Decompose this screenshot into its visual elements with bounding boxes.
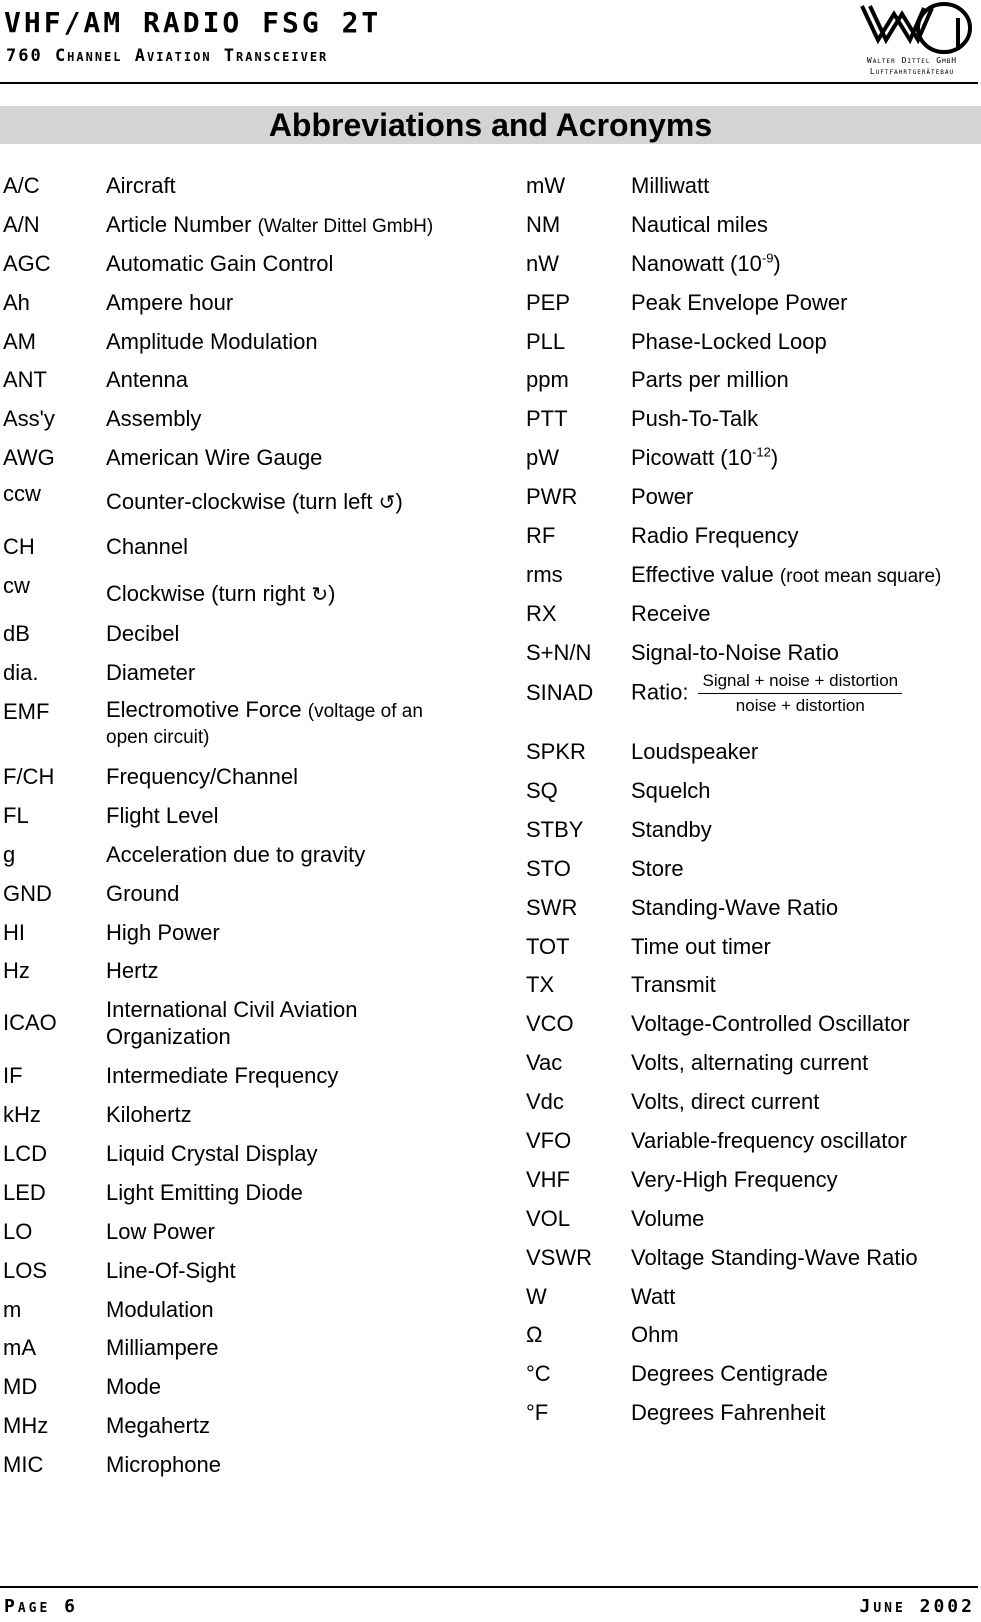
definition: Degrees Centigrade xyxy=(631,1361,828,1386)
definition: Phase-Locked Loop xyxy=(631,329,827,354)
abbreviation: MIC xyxy=(3,1452,44,1477)
document-subtitle: 760 Channel Aviation Transceiver xyxy=(6,46,329,66)
abbreviation: EMF xyxy=(3,699,50,724)
definition: Push-To-Talk xyxy=(631,406,759,431)
abbreviation: Hz xyxy=(3,958,30,983)
definition: Counter-clockwise (turn left ↺) xyxy=(106,489,403,514)
abbreviation: ANT xyxy=(3,367,47,392)
abbreviation: VOL xyxy=(526,1206,571,1231)
abbreviation: SINAD xyxy=(526,680,594,705)
page-number: Page 6 xyxy=(4,1596,78,1617)
abbreviation: mA xyxy=(3,1335,36,1360)
abbreviation: STBY xyxy=(526,817,584,842)
definition: Very-High Frequency xyxy=(631,1167,838,1192)
abbreviation: dia. xyxy=(3,660,39,685)
definition: Channel xyxy=(106,534,188,559)
definition: Flight Level xyxy=(106,803,219,828)
abbreviation: IF xyxy=(3,1063,23,1088)
logo-company-name: Walter Dittel GmbH xyxy=(866,56,958,65)
section-heading: Abbreviations and Acronyms xyxy=(0,106,981,144)
definition: Radio Frequency xyxy=(631,523,799,548)
definition: Electromotive Force (voltage of an open circuit) xyxy=(106,697,423,748)
abbreviation: FL xyxy=(3,803,29,828)
definition: High Power xyxy=(106,920,220,945)
definition: Article Number (Walter Dittel GmbH) xyxy=(106,212,434,237)
definition: Milliwatt xyxy=(631,173,710,198)
abbreviation: Vac xyxy=(526,1050,563,1075)
definition: Acceleration due to gravity xyxy=(106,842,366,867)
abbreviation: SPKR xyxy=(526,739,586,764)
definition: Low Power xyxy=(106,1219,215,1244)
abbreviation: STO xyxy=(526,856,571,881)
abbreviation: PWR xyxy=(526,484,578,509)
abbreviation: AM xyxy=(3,329,36,354)
definition: Peak Envelope Power xyxy=(631,290,848,315)
definition: Store xyxy=(631,856,684,881)
definition: Signal-to-Noise Ratio xyxy=(631,640,839,665)
definition: Standing-Wave Ratio xyxy=(631,895,839,920)
abbreviation: Ah xyxy=(3,290,30,315)
abbreviation: W xyxy=(526,1284,547,1309)
definition: Antenna xyxy=(106,367,188,392)
abbreviation: HI xyxy=(3,920,25,945)
clockwise-icon: ↻ xyxy=(311,584,329,606)
definition: Automatic Gain Control xyxy=(106,251,334,276)
company-logo-icon xyxy=(858,0,976,56)
definition: Receive xyxy=(631,601,711,626)
definition: Transmit xyxy=(631,972,716,997)
definition: Picowatt $(10^{-12})$ xyxy=(631,444,779,470)
abbreviation: Ass'y xyxy=(3,406,55,431)
abbreviation: VHF xyxy=(526,1167,570,1192)
abbreviation: PLL xyxy=(526,329,566,354)
definition: Line-Of-Sight xyxy=(106,1258,236,1283)
definition-note: (Walter Dittel GmbH) xyxy=(257,216,434,237)
abbreviation: VFO xyxy=(526,1128,572,1153)
exponent: -12 xyxy=(752,444,771,460)
definition: Liquid Crystal Display xyxy=(106,1141,318,1166)
abbreviation: VCO xyxy=(526,1011,574,1036)
abbreviation: °F xyxy=(526,1400,549,1425)
definition: American Wire Gauge xyxy=(106,445,323,470)
definition: Volts, direct current xyxy=(631,1089,820,1114)
abbreviation: TOT xyxy=(526,934,570,959)
definition: Decibel xyxy=(106,621,180,646)
definition: Assembly xyxy=(106,406,202,431)
definition: Milliampere xyxy=(106,1335,219,1360)
definition: Parts per million xyxy=(631,367,789,392)
abbreviation: °C xyxy=(526,1361,551,1386)
definition: Ground xyxy=(106,881,180,906)
definition: Power xyxy=(631,484,694,509)
definition: Hertz xyxy=(106,958,159,983)
abbreviation: m xyxy=(3,1297,22,1322)
definition: Light Emitting Diode xyxy=(106,1180,303,1205)
definition: Nautical miles xyxy=(631,212,768,237)
definition: Variable-frequency oscillator xyxy=(631,1128,907,1153)
definition: Degrees Fahrenheit xyxy=(631,1400,826,1425)
definition: Watt xyxy=(631,1284,676,1309)
abbreviation: NM xyxy=(526,212,561,237)
abbreviation: TX xyxy=(526,972,555,997)
abbreviation: mW xyxy=(526,173,566,198)
publication-date: June 2002 xyxy=(859,1596,975,1617)
definition: Ratio: $\frac{\text{Signal + noise + distortion}}{\text{noise + distortion}}$ xyxy=(631,671,902,716)
definition-note: (root mean square) xyxy=(779,566,942,587)
abbreviation: SQ xyxy=(526,778,558,803)
logo-company-tagline: Luftfahrtgerätebau xyxy=(869,67,955,76)
definition: Microphone xyxy=(106,1452,221,1477)
definition: Voltage Standing-Wave Ratio xyxy=(631,1245,918,1270)
abbreviation: ccw xyxy=(3,481,41,506)
definition: International Civil Aviation Organization xyxy=(106,997,358,1049)
abbreviation: cw xyxy=(3,573,30,598)
abbreviation: nW xyxy=(526,251,559,276)
abbreviation: MD xyxy=(3,1374,38,1399)
abbreviation: S+N/N xyxy=(526,640,592,665)
definition: Squelch xyxy=(631,778,711,803)
definition-note: (voltage of an open circuit) xyxy=(106,701,423,748)
abbreviation: LO xyxy=(3,1219,33,1244)
definition: Effective value (root mean square) xyxy=(631,562,942,587)
abbreviation: dB xyxy=(3,621,30,646)
abbreviation: SWR xyxy=(526,895,578,920)
abbreviation: LCD xyxy=(3,1141,48,1166)
definition: Standby xyxy=(631,817,712,842)
sinad-ratio-formula xyxy=(698,671,902,716)
exponent: -9 xyxy=(761,250,774,266)
abbreviation: A/N xyxy=(3,212,40,237)
abbreviation: A/C xyxy=(3,173,40,198)
footer-divider xyxy=(0,1586,978,1588)
definition: Volts, alternating current xyxy=(631,1050,869,1075)
definition: Kilohertz xyxy=(106,1102,192,1127)
definition: Frequency/Channel xyxy=(106,764,299,789)
definition: Megahertz xyxy=(106,1413,210,1438)
definition: Nanowatt $(10^{-9})$ xyxy=(631,250,781,276)
abbreviation: g xyxy=(3,842,16,867)
abbreviation: AGC xyxy=(3,251,51,276)
abbreviation: ppm xyxy=(526,367,569,392)
abbreviation: LOS xyxy=(3,1258,48,1283)
abbreviation: GND xyxy=(3,881,52,906)
definition: Mode xyxy=(106,1374,162,1399)
abbreviation: CH xyxy=(3,534,35,559)
definition: Modulation xyxy=(106,1297,214,1322)
abbreviation: pW xyxy=(526,445,559,470)
abbreviation: LED xyxy=(3,1180,46,1205)
abbreviation: ICAO xyxy=(3,1010,57,1035)
abbreviation: MHz xyxy=(3,1413,49,1438)
abbreviation: RF xyxy=(526,523,556,548)
definition: Clockwise (turn right ↻) xyxy=(106,581,336,606)
definition: Loudspeaker xyxy=(631,739,759,764)
abbreviation: AWG xyxy=(3,445,55,470)
definition: Ohm xyxy=(631,1322,679,1347)
abbreviation: PTT xyxy=(526,406,568,431)
ratio-denominator: noise + distortion xyxy=(735,696,865,715)
abbreviation: kHz xyxy=(3,1102,41,1127)
abbreviation: rms xyxy=(526,562,563,587)
header-divider xyxy=(0,82,978,84)
document-title: VHF/AM RADIO FSG 2T xyxy=(4,6,382,39)
definition: Volume xyxy=(631,1206,705,1231)
counter-clockwise-icon: ↺ xyxy=(378,492,396,514)
abbreviation: F/CH xyxy=(3,764,55,789)
abbreviation: VSWR xyxy=(526,1245,592,1270)
definition: Time out timer xyxy=(631,934,771,959)
page-header xyxy=(0,0,981,86)
abbreviation: Ω xyxy=(526,1322,543,1347)
abbreviation: RX xyxy=(526,601,557,626)
definition: Ampere hour xyxy=(106,290,234,315)
definition: Intermediate Frequency xyxy=(106,1063,339,1088)
definition: Diameter xyxy=(106,660,196,685)
ratio-numerator: Signal + noise + distortion xyxy=(698,671,902,694)
definition: Amplitude Modulation xyxy=(106,329,318,354)
definition: Aircraft xyxy=(106,173,176,198)
definition: Voltage-Controlled Oscillator xyxy=(631,1011,910,1036)
abbreviation: Vdc xyxy=(526,1089,564,1114)
abbreviation: PEP xyxy=(526,290,571,315)
